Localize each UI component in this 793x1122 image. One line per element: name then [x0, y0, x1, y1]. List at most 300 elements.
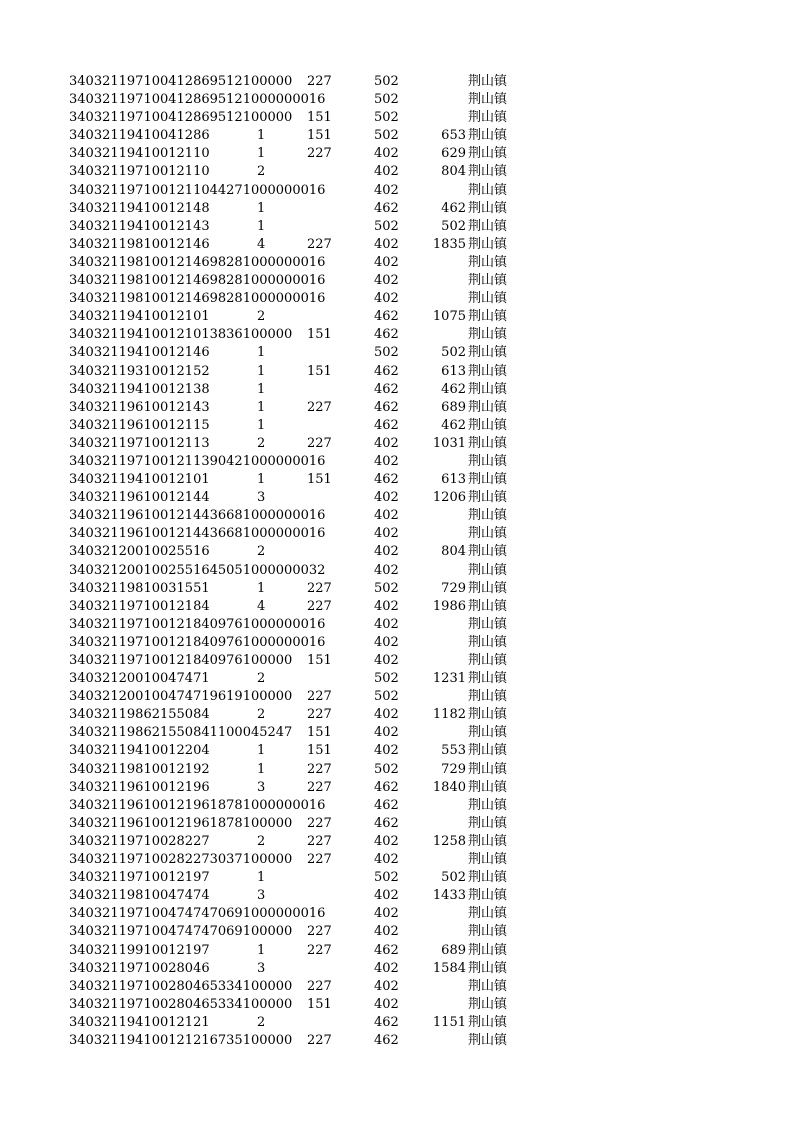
cell-town: 荆山镇	[468, 399, 508, 415]
cell-code-a: 227	[307, 399, 332, 415]
cell-town: 荆山镇	[468, 92, 508, 108]
table-row	[0, 688, 793, 706]
cell-code-b: 462	[374, 797, 399, 813]
cell-count: 2	[257, 309, 266, 325]
cell-town: 荆山镇	[468, 327, 508, 343]
cell-amount: 689	[441, 942, 466, 958]
cell-id: 34032119710012184	[69, 598, 210, 614]
cell-count: 2	[257, 435, 266, 451]
table-row	[0, 236, 793, 254]
cell-town: 荆山镇	[468, 472, 508, 488]
cell-code-b: 502	[374, 345, 399, 361]
cell-count: 1	[257, 200, 266, 216]
table-row	[0, 127, 793, 145]
cell-id: 34032119410012148	[69, 200, 210, 216]
cell-id: 340321197100121840976100000	[69, 653, 293, 668]
cell-town: 荆山镇	[468, 1014, 508, 1030]
cell-town: 荆山镇	[468, 417, 508, 433]
table-row	[0, 254, 793, 272]
cell-code-b: 402	[374, 435, 399, 451]
table-row	[0, 109, 793, 127]
cell-code-a: 227	[307, 833, 332, 849]
cell-id: 34032119410012138	[69, 381, 210, 397]
cell-town: 荆山镇	[468, 797, 508, 813]
cell-town: 荆山镇	[468, 634, 508, 650]
cell-code-b: 462	[374, 309, 399, 325]
cell-code-b: 402	[374, 453, 399, 469]
cell-code-a: 151	[307, 743, 332, 759]
cell-code-b: 462	[374, 815, 399, 831]
cell-code-b: 502	[374, 110, 399, 126]
cell-town: 荆山镇	[468, 254, 508, 270]
cell-code-b: 402	[374, 182, 399, 198]
cell-town: 荆山镇	[468, 996, 508, 1012]
cell-town: 荆山镇	[468, 381, 508, 397]
cell-count: 1	[257, 743, 266, 759]
cell-code-b: 402	[374, 544, 399, 560]
cell-town: 荆山镇	[468, 182, 508, 198]
cell-amount: 1206	[432, 490, 466, 506]
cell-amount: 613	[441, 472, 466, 488]
cell-town: 荆山镇	[468, 616, 508, 632]
cell-code-a: 227	[307, 779, 332, 795]
cell-id: 340321197100280465334100000	[69, 996, 293, 1012]
cell-count: 2	[257, 164, 266, 180]
cell-count: 1	[257, 128, 266, 144]
table-row	[0, 381, 793, 399]
table-row	[0, 923, 793, 941]
cell-code-a: 227	[307, 924, 332, 940]
cell-count: 3	[257, 779, 266, 795]
cell-code-a: 227	[307, 707, 332, 723]
cell-town: 荆山镇	[468, 580, 508, 596]
cell-code-b: 402	[374, 616, 399, 632]
cell-code-a: 151	[307, 725, 332, 741]
cell-id: 34032119410012110	[69, 146, 210, 162]
cell-id: 340321197100412869512100000	[69, 74, 293, 89]
cell-count: 3	[257, 960, 266, 976]
table-row	[0, 290, 793, 308]
table-row	[0, 163, 793, 181]
cell-amount: 729	[441, 761, 466, 777]
table-row	[0, 453, 793, 471]
cell-town: 荆山镇	[468, 852, 508, 868]
cell-amount: 1075	[432, 309, 466, 325]
table-row	[0, 543, 793, 561]
cell-id: 34032120010025516	[69, 544, 210, 560]
table-row	[0, 489, 793, 507]
cell-town: 荆山镇	[468, 490, 508, 506]
cell-count: 2	[257, 671, 266, 687]
cell-town: 荆山镇	[468, 761, 508, 777]
table-row	[0, 851, 793, 869]
cell-code-b: 402	[374, 743, 399, 759]
cell-town: 荆山镇	[468, 942, 508, 958]
cell-code-a: 227	[307, 74, 332, 89]
cell-code-a: 227	[307, 598, 332, 614]
table-row	[0, 91, 793, 109]
cell-town: 荆山镇	[468, 960, 508, 976]
cell-count: 1	[257, 399, 266, 415]
cell-id: 34032119410012146	[69, 345, 210, 361]
table-row	[0, 869, 793, 887]
cell-id: 34032119410012204	[69, 743, 210, 759]
table-row	[0, 905, 793, 923]
cell-code-a: 227	[307, 978, 332, 994]
cell-id: 3403211971001218409761000000016	[69, 616, 326, 632]
table-row	[0, 200, 793, 218]
cell-id: 340321196100121961878100000	[69, 815, 293, 831]
cell-code-a: 151	[307, 363, 332, 379]
cell-count: 1	[257, 942, 266, 958]
table-row	[0, 145, 793, 163]
spreadsheet-table	[0, 73, 793, 1050]
cell-amount: 613	[441, 363, 466, 379]
cell-code-b: 402	[374, 291, 399, 307]
cell-id: 3403211961001214436681000000016	[69, 526, 326, 542]
cell-code-a: 151	[307, 110, 332, 126]
cell-town: 荆山镇	[468, 309, 508, 325]
table-row	[0, 797, 793, 815]
cell-id: 340321197100282273037100000	[69, 852, 293, 868]
table-row	[0, 272, 793, 290]
cell-town: 荆山镇	[468, 128, 508, 144]
cell-town: 荆山镇	[468, 508, 508, 524]
cell-count: 1	[257, 580, 266, 596]
cell-town: 荆山镇	[468, 236, 508, 252]
cell-code-a: 151	[307, 653, 332, 668]
cell-amount: 804	[441, 544, 466, 560]
cell-town: 荆山镇	[468, 435, 508, 451]
cell-id: 340321197100474747069100000	[69, 924, 293, 940]
cell-code-b: 402	[374, 653, 399, 668]
cell-count: 1	[257, 472, 266, 488]
cell-id: 3403212001002551645051000000032	[69, 562, 326, 578]
cell-count: 2	[257, 544, 266, 560]
cell-amount: 553	[441, 743, 466, 759]
cell-amount: 1433	[432, 888, 466, 904]
cell-code-b: 502	[374, 128, 399, 144]
table-row	[0, 525, 793, 543]
cell-amount: 804	[441, 164, 466, 180]
cell-code-b: 402	[374, 924, 399, 940]
cell-id: 34032119410012101	[69, 472, 210, 488]
cell-town: 荆山镇	[468, 725, 508, 741]
cell-code-a: 151	[307, 996, 332, 1012]
table-row	[0, 417, 793, 435]
cell-code-a: 151	[307, 472, 332, 488]
cell-town: 荆山镇	[468, 74, 508, 89]
table-row	[0, 996, 793, 1014]
cell-town: 荆山镇	[468, 1032, 508, 1048]
cell-code-b: 402	[374, 996, 399, 1012]
table-row	[0, 435, 793, 453]
cell-code-b: 502	[374, 74, 399, 89]
cell-id: 340321194100121216735100000	[69, 1032, 293, 1048]
cell-code-b: 402	[374, 254, 399, 270]
table-row	[0, 652, 793, 670]
cell-id: 3403211981001214698281000000016	[69, 291, 326, 307]
table-row	[0, 562, 793, 580]
cell-code-a: 227	[307, 761, 332, 777]
cell-id: 34032119610012196	[69, 779, 210, 795]
table-row	[0, 724, 793, 742]
table-row	[0, 833, 793, 851]
cell-amount: 1182	[432, 707, 466, 723]
cell-code-b: 402	[374, 526, 399, 542]
cell-id: 34032120010047471	[69, 671, 210, 687]
cell-code-b: 462	[374, 472, 399, 488]
cell-amount: 1231	[432, 671, 466, 687]
cell-count: 2	[257, 833, 266, 849]
cell-amount: 1584	[432, 960, 466, 976]
cell-code-b: 402	[374, 146, 399, 162]
cell-count: 2	[257, 707, 266, 723]
cell-code-b: 402	[374, 906, 399, 922]
cell-code-b: 462	[374, 381, 399, 397]
table-row	[0, 670, 793, 688]
table-row	[0, 942, 793, 960]
cell-code-b: 462	[374, 363, 399, 379]
cell-town: 荆山镇	[468, 924, 508, 940]
cell-code-b: 462	[374, 327, 399, 343]
cell-code-b: 462	[374, 1014, 399, 1030]
cell-amount: 1986	[432, 598, 466, 614]
cell-id: 34032119410012121	[69, 1014, 210, 1030]
cell-code-b: 502	[374, 761, 399, 777]
cell-count: 3	[257, 490, 266, 506]
table-row	[0, 779, 793, 797]
table-row	[0, 706, 793, 724]
cell-count: 1	[257, 345, 266, 361]
cell-code-a: 227	[307, 815, 332, 831]
cell-code-a: 227	[307, 146, 332, 162]
cell-code-b: 402	[374, 164, 399, 180]
cell-count: 1	[257, 218, 266, 234]
cell-town: 荆山镇	[468, 671, 508, 687]
cell-code-b: 462	[374, 417, 399, 433]
table-row	[0, 960, 793, 978]
cell-town: 荆山镇	[468, 815, 508, 831]
cell-code-b: 402	[374, 725, 399, 741]
cell-amount: 653	[441, 128, 466, 144]
cell-town: 荆山镇	[468, 562, 508, 578]
cell-code-a: 227	[307, 942, 332, 958]
cell-code-b: 502	[374, 580, 399, 596]
cell-code-a: 151	[307, 327, 332, 343]
cell-town: 荆山镇	[468, 453, 508, 469]
table-row	[0, 887, 793, 905]
table-row	[0, 471, 793, 489]
cell-id: 340321197100280465334100000	[69, 978, 293, 994]
cell-amount: 502	[441, 870, 466, 886]
cell-town: 荆山镇	[468, 888, 508, 904]
cell-id: 34032119710028046	[69, 960, 210, 976]
cell-town: 荆山镇	[468, 779, 508, 795]
cell-town: 荆山镇	[468, 345, 508, 361]
table-row	[0, 218, 793, 236]
cell-town: 荆山镇	[468, 689, 508, 705]
cell-code-a: 227	[307, 689, 332, 705]
table-row	[0, 616, 793, 634]
cell-id: 34032119410041286	[69, 128, 210, 144]
cell-code-a: 227	[307, 852, 332, 868]
cell-id: 34032119810047474	[69, 888, 210, 904]
cell-amount: 1151	[432, 1014, 466, 1030]
table-row	[0, 73, 793, 91]
cell-id: 340321194100121013836100000	[69, 327, 293, 343]
cell-town: 荆山镇	[468, 291, 508, 307]
table-row	[0, 978, 793, 996]
cell-id: 34032119810012192	[69, 761, 210, 777]
cell-id: 340321200100474719619100000	[69, 689, 293, 705]
cell-town: 荆山镇	[468, 906, 508, 922]
cell-id: 34032119710012113	[69, 435, 210, 451]
cell-amount: 502	[441, 345, 466, 361]
cell-id: 34032119810012146	[69, 236, 210, 252]
cell-code-b: 402	[374, 236, 399, 252]
cell-amount: 1031	[432, 435, 466, 451]
cell-id: 340321198621550841100045247	[69, 725, 293, 741]
cell-id: 3403211981001214698281000000016	[69, 273, 326, 289]
table-row	[0, 761, 793, 779]
cell-amount: 689	[441, 399, 466, 415]
table-row	[0, 1032, 793, 1050]
table-row	[0, 308, 793, 326]
cell-id: 3403211971001218409761000000016	[69, 634, 326, 650]
cell-count: 3	[257, 888, 266, 904]
cell-town: 荆山镇	[468, 598, 508, 614]
cell-count: 2	[257, 1014, 266, 1030]
cell-amount: 729	[441, 580, 466, 596]
cell-count: 1	[257, 363, 266, 379]
cell-code-b: 402	[374, 833, 399, 849]
cell-id: 34032119610012115	[69, 417, 210, 433]
cell-town: 荆山镇	[468, 707, 508, 723]
cell-id: 34032119710012197	[69, 870, 210, 886]
cell-town: 荆山镇	[468, 743, 508, 759]
cell-code-a: 227	[307, 1032, 332, 1048]
cell-code-b: 402	[374, 978, 399, 994]
cell-code-b: 402	[374, 888, 399, 904]
cell-count: 4	[257, 236, 266, 252]
cell-code-b: 502	[374, 870, 399, 886]
cell-count: 4	[257, 598, 266, 614]
cell-code-a: 227	[307, 236, 332, 252]
cell-amount: 1840	[432, 779, 466, 795]
cell-town: 荆山镇	[468, 200, 508, 216]
cell-amount: 462	[441, 200, 466, 216]
cell-town: 荆山镇	[468, 218, 508, 234]
cell-code-b: 502	[374, 218, 399, 234]
table-row	[0, 742, 793, 760]
cell-code-b: 402	[374, 852, 399, 868]
cell-id: 34032119710012110	[69, 164, 210, 180]
cell-id: 34032119610012143	[69, 399, 210, 415]
cell-town: 荆山镇	[468, 526, 508, 542]
cell-code-b: 462	[374, 942, 399, 958]
cell-code-b: 462	[374, 200, 399, 216]
cell-town: 荆山镇	[468, 164, 508, 180]
cell-id: 3403211961001219618781000000016	[69, 797, 326, 813]
cell-code-b: 502	[374, 92, 399, 108]
cell-count: 1	[257, 761, 266, 777]
cell-town: 荆山镇	[468, 146, 508, 162]
cell-id: 34032119810031551	[69, 580, 210, 596]
cell-id: 34032119310012152	[69, 363, 210, 379]
cell-code-b: 402	[374, 634, 399, 650]
cell-count: 1	[257, 381, 266, 397]
cell-amount: 629	[441, 146, 466, 162]
cell-town: 荆山镇	[468, 544, 508, 560]
cell-amount: 502	[441, 218, 466, 234]
cell-code-b: 402	[374, 707, 399, 723]
cell-code-b: 462	[374, 399, 399, 415]
cell-id: 34032119410012101	[69, 309, 210, 325]
cell-amount: 462	[441, 417, 466, 433]
table-row	[0, 363, 793, 381]
table-row	[0, 182, 793, 200]
cell-town: 荆山镇	[468, 653, 508, 668]
cell-id: 34032119862155084	[69, 707, 210, 723]
table-row	[0, 815, 793, 833]
cell-code-a: 151	[307, 128, 332, 144]
cell-town: 荆山镇	[468, 363, 508, 379]
cell-count: 1	[257, 417, 266, 433]
cell-code-b: 402	[374, 273, 399, 289]
cell-town: 荆山镇	[468, 833, 508, 849]
table-row	[0, 507, 793, 525]
cell-town: 荆山镇	[468, 110, 508, 126]
cell-code-b: 402	[374, 562, 399, 578]
cell-code-b: 402	[374, 490, 399, 506]
table-row	[0, 634, 793, 652]
cell-count: 1	[257, 870, 266, 886]
cell-code-b: 402	[374, 960, 399, 976]
cell-id: 340321197100412869512100000	[69, 110, 293, 126]
cell-code-b: 402	[374, 598, 399, 614]
cell-amount: 1258	[432, 833, 466, 849]
cell-code-a: 227	[307, 580, 332, 596]
table-row	[0, 598, 793, 616]
cell-amount: 462	[441, 381, 466, 397]
cell-id: 34032119710028227	[69, 833, 210, 849]
cell-amount: 1835	[432, 236, 466, 252]
cell-id: 3403211971004747470691000000016	[69, 906, 326, 922]
cell-code-b: 502	[374, 689, 399, 705]
cell-id: 3403211971001211390421000000016	[69, 453, 326, 469]
cell-code-b: 462	[374, 1032, 399, 1048]
cell-code-b: 462	[374, 779, 399, 795]
cell-code-a: 227	[307, 435, 332, 451]
cell-count: 1	[257, 146, 266, 162]
cell-id: 34032119610012144	[69, 490, 210, 506]
cell-id: 34032119410012143	[69, 218, 210, 234]
table-row	[0, 1014, 793, 1032]
cell-id: 3403211971004128695121000000016	[69, 92, 326, 108]
cell-id: 3403211981001214698281000000016	[69, 254, 326, 270]
cell-town: 荆山镇	[468, 978, 508, 994]
cell-town: 荆山镇	[468, 870, 508, 886]
table-row	[0, 326, 793, 344]
table-row	[0, 399, 793, 417]
table-row	[0, 580, 793, 598]
cell-town: 荆山镇	[468, 273, 508, 289]
cell-id: 3403211971001211044271000000016	[69, 182, 326, 198]
cell-id: 3403211961001214436681000000016	[69, 508, 326, 524]
table-row	[0, 344, 793, 362]
cell-code-b: 402	[374, 508, 399, 524]
